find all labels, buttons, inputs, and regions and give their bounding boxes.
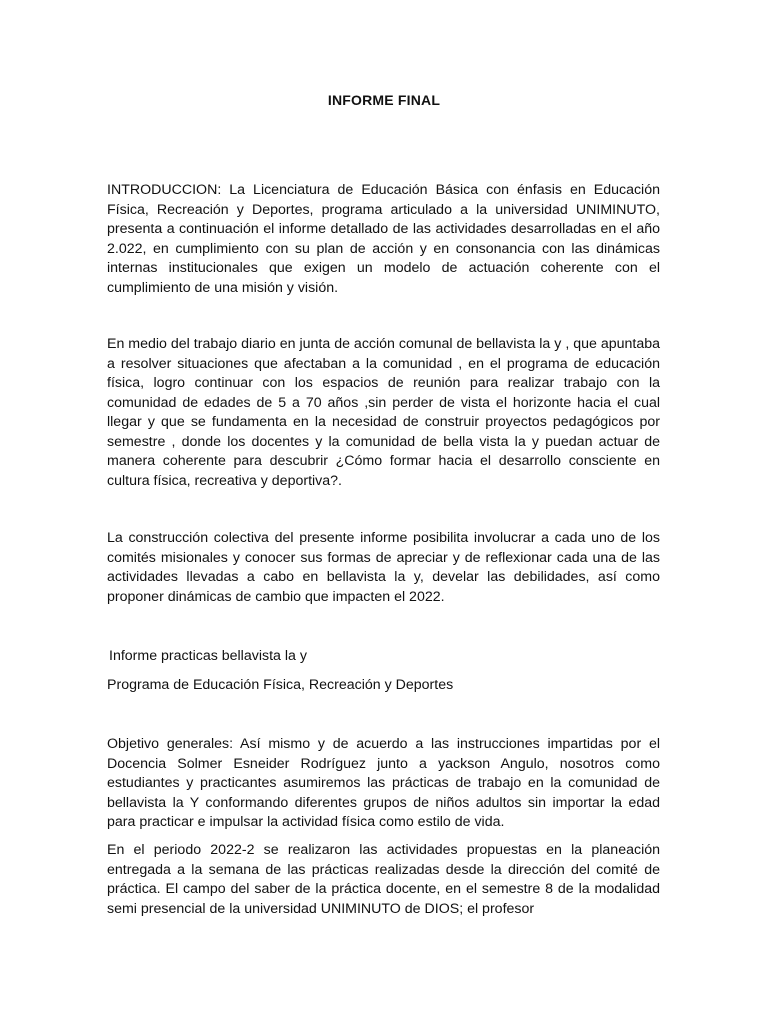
introduction-paragraph: INTRODUCCION: La Licenciatura de Educación Básica con énfasis en Educación Física, Recreación y Deportes, programa articulado a la universidad UNIMINUTO, presenta a continuación el informe detallado de las actividades desarrolladas en el año 2.022, en cumplimiento con su plan de acción y en consonancia con las dinámicas internas institucionales que exigen un modelo de actuación coherente con el cumplimiento de una misión y visión. xyxy=(107,182,660,296)
document-title: INFORME FINAL xyxy=(327,92,441,108)
general-objective-paragraph: Objetivo generales: Así mismo y de acuerdo a las instrucciones impartidas por el Docencia Solmer Esneider Rodríguez junto a yackson Angulo, nosotros como estudiantes y practicantes asumiremos las prácticas de trabajo en la comunidad de bellavista la Y conformando diferentes grupos de niños adultos sin importar la edad para practicar e impulsar la actividad física como estilo de vida. xyxy=(107,736,660,830)
collective-construction-paragraph: La construcción colectiva del presente informe posibilita involucrar a cada uno de los comités misionales y conocer sus formas de apreciar y de reflexionar cada una de las actividades llevadas a cabo en bellavista la y, develar las debilidades, así como proponer dinámicas de cambio que impacten el 2022. xyxy=(107,530,660,605)
period-paragraph: En el periodo 2022-2 se realizaron las actividades propuestas en la planeación entregada a la semana de las prácticas realizadas desde la dirección del comité de práctica. El campo del saber de la práctica docente, en el semestre 8 de la modalidad semi presencial de la universidad UNIMINUTO de DIOS; el profesor xyxy=(107,842,660,917)
community-work-paragraph: En medio del trabajo diario en junta de acción comunal de bellavista la y , que apuntaba a resolver situaciones que afectaban a la comunidad , en el programa de educación física, logro continuar con los espacios de reunión para realizar trabajo con la comunidad de edades de 5 a 70 años ,sin perder de vista el horizonte hacia el cual llegar y que se fundamenta en la necesidad de construir proyectos pedagógicos por semestre , donde los docentes y la comunidad de bella vista la y puedan actuar de manera coherente para descubrir ¿Cómo formar hacia el desarrollo consciente en cultura física, recreativa y deportiva?. xyxy=(107,336,660,489)
program-subtitle: Programa de Educación Física, Recreación y Deportes xyxy=(107,677,454,693)
report-subtitle: Informe practicas bellavista la y xyxy=(109,648,307,664)
